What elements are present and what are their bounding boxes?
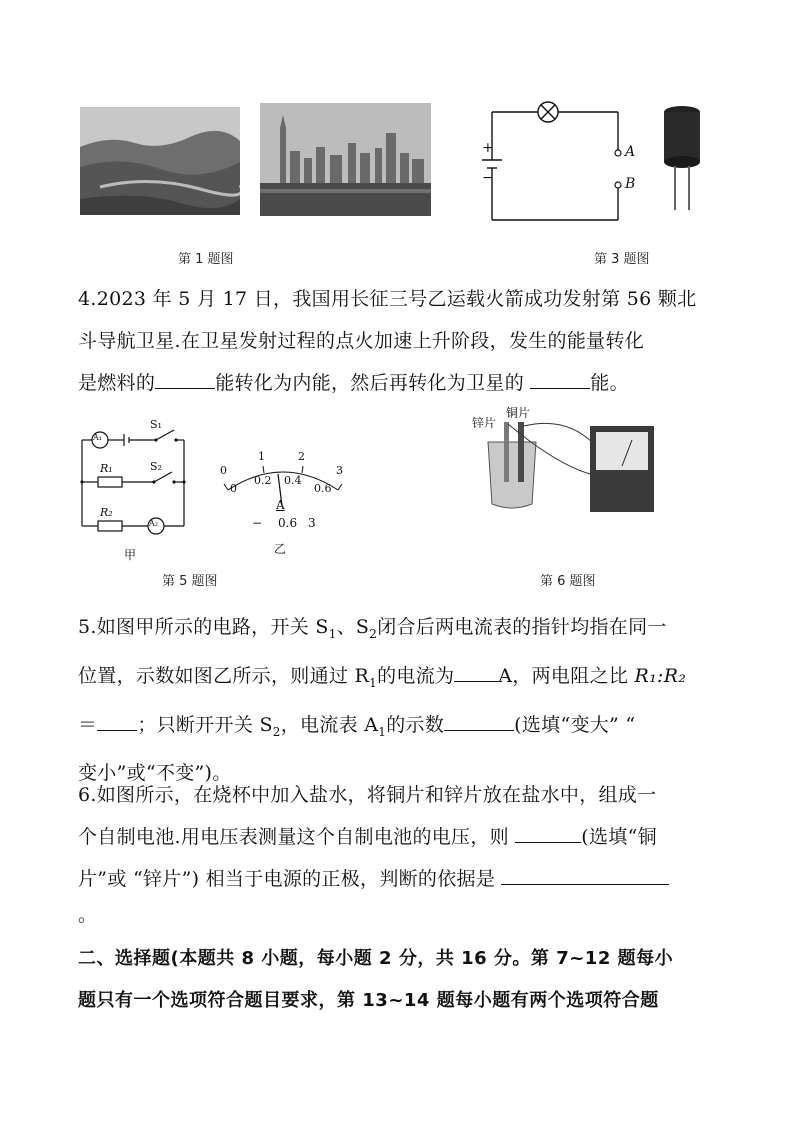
fig5-s2-label: S₂: [150, 460, 162, 473]
section-2-heading: [78, 938, 724, 1022]
q4-line-3a: 是燃料的: [78, 372, 156, 394]
figure-1-caption: 第 1 题图: [178, 252, 234, 267]
fig5-bottom-tick-3: 0.6: [314, 482, 332, 495]
fig5-top-tick-1: 1: [258, 450, 265, 463]
q4-line-1: 4.2023 年 5 月 17 日，我国用长征三号乙运载火箭成功发射第 56 颗北: [78, 288, 697, 310]
section-2-line-2: 题只有一个选项符合题目要求，第 13~14 题每小题有两个选项符合题: [78, 990, 659, 1011]
q4-line-3: [78, 362, 724, 404]
figure-3-circuit: [478, 96, 638, 228]
fig5-jia-label: 甲: [124, 548, 137, 562]
question-5: [78, 606, 724, 794]
q5-blank-current[interactable]: [454, 663, 498, 682]
figure-1-city-photo: [260, 103, 431, 216]
q6-line-3: 片”或 “锌片”) 相当于电源的正极，判断的依据是: [78, 858, 724, 900]
figure-5-ammeter-yi: [218, 448, 348, 568]
q5-line-2: 位置，示数如图乙所示，则通过 $R_1$的电流为 A，两电阻之比 R₁:R₂: [78, 664, 687, 690]
figure-5-circuit-jia: [78, 418, 198, 568]
q6-line-1: 6.如图所示，在烧杯中加入盐水，将铜片和锌片放在盐水中，组成一: [78, 784, 657, 806]
figure-3-caption: 第 3 题图: [594, 252, 650, 267]
q4-blank-1[interactable]: [155, 370, 215, 389]
figure-1-landscape-photo: [80, 107, 240, 215]
q5-line-4: 变小”或“不变”)。: [78, 762, 232, 785]
q5-blank-reading[interactable]: [444, 712, 514, 731]
figure-6-caption: 第 6 题图: [540, 574, 596, 589]
fig5-bottom-tick-2: 0.4: [284, 474, 302, 487]
q6-line-4: 。: [78, 904, 98, 926]
figure-3-label-b: B: [625, 176, 636, 192]
fig5-r1-label: R₁: [100, 462, 113, 475]
fig5-terminal-3: 3: [308, 516, 316, 530]
q6-line-2: 个自制电池.用电压表测量这个自制电池的电压，则 (选填“铜: [78, 826, 657, 848]
fig5-top-tick-2: 2: [298, 450, 305, 463]
q5-blank-ratio[interactable]: [97, 712, 137, 731]
q4-line-2: 斗导航卫星.在卫星发射过程的点火加速上升阶段，发生的能量转化: [78, 330, 645, 352]
q6-blank-reason[interactable]: [501, 866, 669, 885]
q5-line-1: 5.如图甲所示的电路，开关 $S_1$、$S_2$闭合后两电流表的指针均指在同一: [78, 616, 667, 641]
q5-line-3: ＝ ；只断开开关 $S_2$，电流表 $A_1$的示数 (选填“变大” “: [78, 713, 636, 739]
question-6: [78, 774, 724, 930]
q5-ratio: R₁:R₂: [634, 664, 687, 687]
figure-6-photo: [466, 404, 662, 526]
fig5-top-tick-0: 0: [220, 464, 227, 477]
figure-3-component: [660, 104, 710, 214]
fig5-terminal-neg: −: [252, 516, 263, 530]
figure-3-label-a: A: [625, 144, 636, 160]
fig5-r2-label: R₂: [100, 506, 113, 519]
fig5-a2-label: A₂: [149, 519, 158, 528]
q4-blank-2[interactable]: [530, 370, 590, 389]
fig5-bottom-tick-1: 0.2: [254, 474, 272, 487]
figure-5-caption: 第 5 题图: [162, 574, 218, 589]
fig6-zinc-label: 锌片: [472, 416, 497, 430]
fig5-unit: A: [276, 498, 285, 512]
fig6-copper-label: 铜片: [506, 406, 531, 420]
figure-3-minus: −: [482, 170, 494, 186]
fig5-bottom-tick-0: 0: [230, 482, 237, 495]
question-4: [78, 278, 724, 404]
figure-3-plus: +: [482, 140, 494, 156]
section-2-line-1: 二、选择题(本题共 8 小题，每小题 2 分，共 16 分。第 7~12 题每小: [78, 948, 674, 969]
fig5-yi-label: 乙: [274, 542, 287, 556]
fig5-terminal-06: 0.6: [278, 516, 298, 530]
q4-line-3c: 能。: [590, 372, 629, 394]
fig5-top-tick-3: 3: [336, 464, 343, 477]
q6-blank-electrode[interactable]: [515, 824, 581, 843]
q4-line-3b: 能转化为内能，然后再转化为卫星的: [215, 372, 531, 394]
fig5-s1-label: S₁: [150, 418, 162, 431]
fig5-a1-label: A₁: [93, 433, 102, 442]
